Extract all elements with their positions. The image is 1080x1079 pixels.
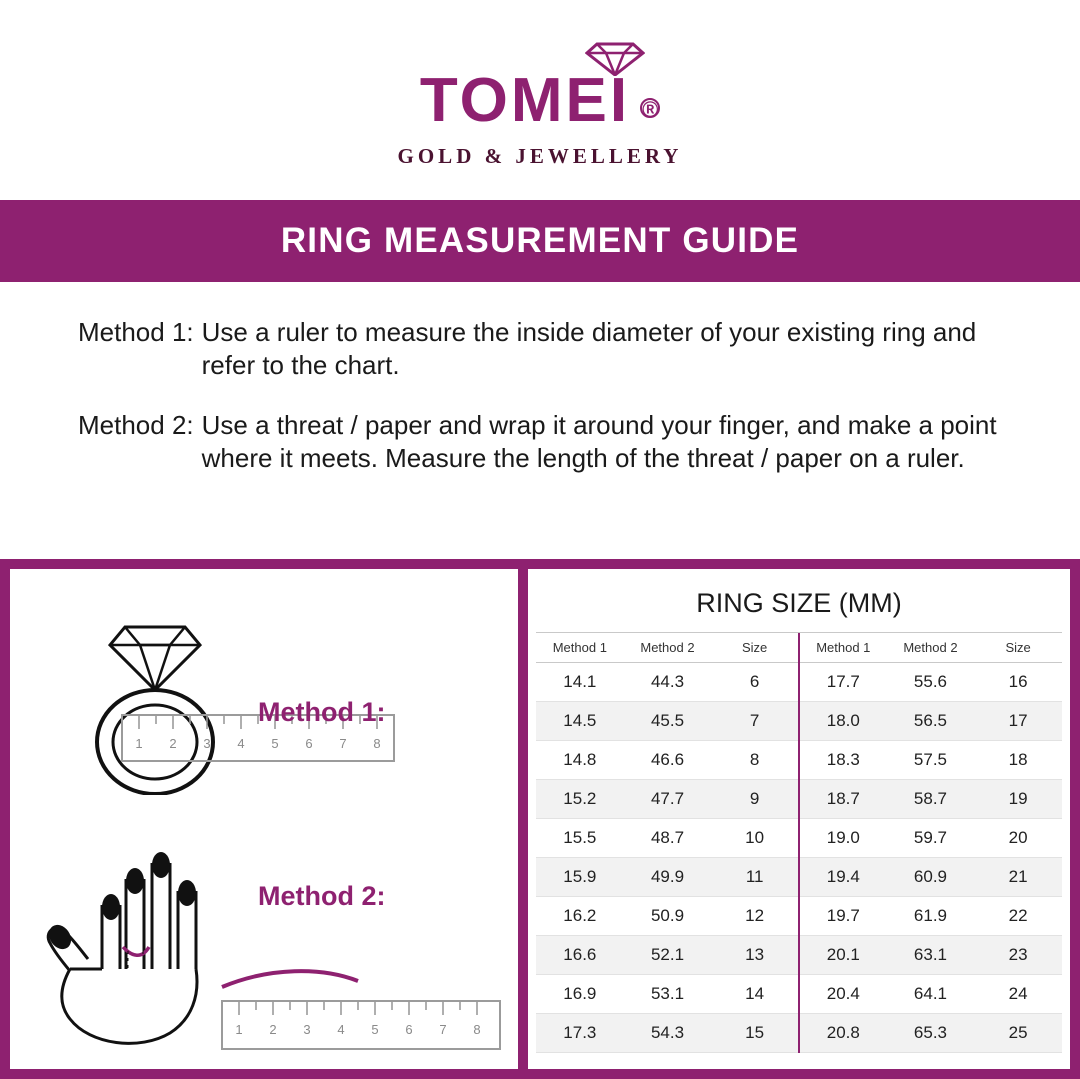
header-size-right: Size [974, 633, 1062, 663]
registered-mark: ® [642, 96, 659, 122]
cell-method2-right: 57.5 [887, 741, 975, 780]
table-row [536, 975, 1062, 1014]
cell-method2-right: 58.7 [887, 780, 975, 819]
method-1-instruction [78, 316, 1008, 383]
cell-size-left: 11 [711, 858, 799, 897]
brand-logo [0, 0, 1080, 200]
svg-text:6: 6 [405, 1022, 413, 1037]
cell-method2-left: 48.7 [624, 819, 712, 858]
svg-text:1: 1 [135, 736, 143, 751]
svg-text:4: 4 [337, 1022, 345, 1037]
cell-size-left: 9 [711, 780, 799, 819]
cell-method2-left: 52.1 [624, 936, 712, 975]
svg-text:5: 5 [271, 736, 279, 751]
cell-method2-right: 64.1 [887, 975, 975, 1014]
cell-size-right: 25 [974, 1014, 1062, 1053]
svg-text:8: 8 [373, 736, 381, 751]
cell-method1-left: 15.2 [536, 780, 624, 819]
ring-size-table [536, 633, 1062, 1053]
table-row [536, 1014, 1062, 1053]
cell-method1-right: 19.0 [799, 819, 887, 858]
cell-method1-left: 14.1 [536, 663, 624, 702]
cell-size-right: 21 [974, 858, 1062, 897]
page-title-band [0, 200, 1080, 282]
cell-method1-left: 16.6 [536, 936, 624, 975]
svg-text:7: 7 [339, 736, 347, 751]
table-row [536, 780, 1062, 819]
table-row [536, 663, 1062, 702]
brand-wordmark [419, 65, 660, 135]
cell-method2-right: 60.9 [887, 858, 975, 897]
method-2-illustration-caption: Method 2: [258, 881, 386, 911]
method-2-label: Method 2: [78, 409, 194, 440]
svg-text:6: 6 [305, 736, 313, 751]
svg-text:5: 5 [371, 1022, 379, 1037]
cell-method2-left: 46.6 [624, 741, 712, 780]
table-row [536, 897, 1062, 936]
brand-name: TOMEI [419, 65, 631, 135]
cell-size-right: 16 [974, 663, 1062, 702]
cell-method2-right: 56.5 [887, 702, 975, 741]
cell-method2-left: 53.1 [624, 975, 712, 1014]
header-size-left: Size [711, 633, 799, 663]
table-title: RING SIZE (MM) [536, 575, 1062, 633]
svg-text:3: 3 [203, 736, 211, 751]
cell-method2-right: 55.6 [887, 663, 975, 702]
cell-method1-left: 17.3 [536, 1014, 624, 1053]
method-2-body: Use a threat / paper and wrap it around your finger, and make a point where it meets. Measure the length of the threat / paper on a ruler. [201, 409, 997, 473]
cell-size-right: 24 [974, 975, 1062, 1014]
cell-method2-right: 59.7 [887, 819, 975, 858]
table-row [536, 819, 1062, 858]
method-1-label: Method 1: [78, 317, 194, 347]
cell-method2-left: 54.3 [624, 1014, 712, 1053]
cell-method2-left: 50.9 [624, 897, 712, 936]
cell-size-right: 19 [974, 780, 1062, 819]
svg-text:3: 3 [303, 1022, 311, 1037]
cell-size-left: 7 [711, 702, 799, 741]
cell-method2-left: 44.3 [624, 663, 712, 702]
method-1-body: Use a ruler to measure the inside diameter of your existing ring and refer to the chart. [201, 317, 977, 381]
svg-text:2: 2 [169, 736, 177, 751]
cell-method2-right: 65.3 [887, 1014, 975, 1053]
cell-method2-left: 45.5 [624, 702, 712, 741]
cell-method1-right: 18.7 [799, 780, 887, 819]
svg-text:8: 8 [473, 1022, 481, 1037]
cell-method1-right: 18.0 [799, 702, 887, 741]
cell-method1-right: 18.3 [799, 741, 887, 780]
cell-method1-left: 16.9 [536, 975, 624, 1014]
cell-method1-right: 20.8 [799, 1014, 887, 1053]
svg-text:7: 7 [439, 1022, 447, 1037]
cell-size-left: 8 [711, 741, 799, 780]
cell-size-left: 13 [711, 936, 799, 975]
svg-text:4: 4 [237, 736, 245, 751]
cell-size-right: 17 [974, 702, 1062, 741]
cell-method1-right: 19.7 [799, 897, 887, 936]
cell-method1-left: 14.8 [536, 741, 624, 780]
header-method2-right: Method 2 [887, 633, 975, 663]
ring-size-table-card [528, 569, 1070, 1069]
cell-size-left: 12 [711, 897, 799, 936]
cell-size-right: 22 [974, 897, 1062, 936]
cell-size-left: 10 [711, 819, 799, 858]
method-2-illustration [10, 819, 518, 1069]
method-1-illustration-caption: Method 1: [258, 697, 386, 727]
cell-size-left: 15 [711, 1014, 799, 1053]
cell-method2-left: 49.9 [624, 858, 712, 897]
method-2-instruction [78, 409, 1008, 476]
cell-method1-right: 19.4 [799, 858, 887, 897]
table-row [536, 858, 1062, 897]
cell-method1-left: 14.5 [536, 702, 624, 741]
cell-size-left: 14 [711, 975, 799, 1014]
table-row [536, 741, 1062, 780]
method-1-illustration [10, 605, 518, 795]
cell-method1-left: 15.9 [536, 858, 624, 897]
cell-size-right: 18 [974, 741, 1062, 780]
cell-method1-left: 16.2 [536, 897, 624, 936]
table-row [536, 936, 1062, 975]
svg-text:1: 1 [235, 1022, 243, 1037]
brand-tagline: GOLD & JEWELLERY [397, 143, 683, 168]
svg-text:2: 2 [269, 1022, 277, 1037]
page-title: RING MEASUREMENT GUIDE [280, 221, 800, 260]
table-row [536, 702, 1062, 741]
header-method1-right: Method 1 [799, 633, 887, 663]
cell-method1-right: 20.4 [799, 975, 887, 1014]
cell-method1-left: 15.5 [536, 819, 624, 858]
header-method2-left: Method 2 [624, 633, 712, 663]
cell-method2-left: 47.7 [624, 780, 712, 819]
table-header-row [536, 633, 1062, 663]
cell-method2-right: 63.1 [887, 936, 975, 975]
cell-size-right: 20 [974, 819, 1062, 858]
bottom-panel [0, 559, 1080, 1079]
cell-method1-right: 20.1 [799, 936, 887, 975]
methods-instructions [0, 282, 1080, 511]
cell-method1-right: 17.7 [799, 663, 887, 702]
cell-size-right: 23 [974, 936, 1062, 975]
hand-with-thread-icon [10, 819, 518, 1069]
illustrations-card [10, 569, 518, 1069]
cell-size-left: 6 [711, 663, 799, 702]
header-method1-left: Method 1 [536, 633, 624, 663]
cell-method2-right: 61.9 [887, 897, 975, 936]
